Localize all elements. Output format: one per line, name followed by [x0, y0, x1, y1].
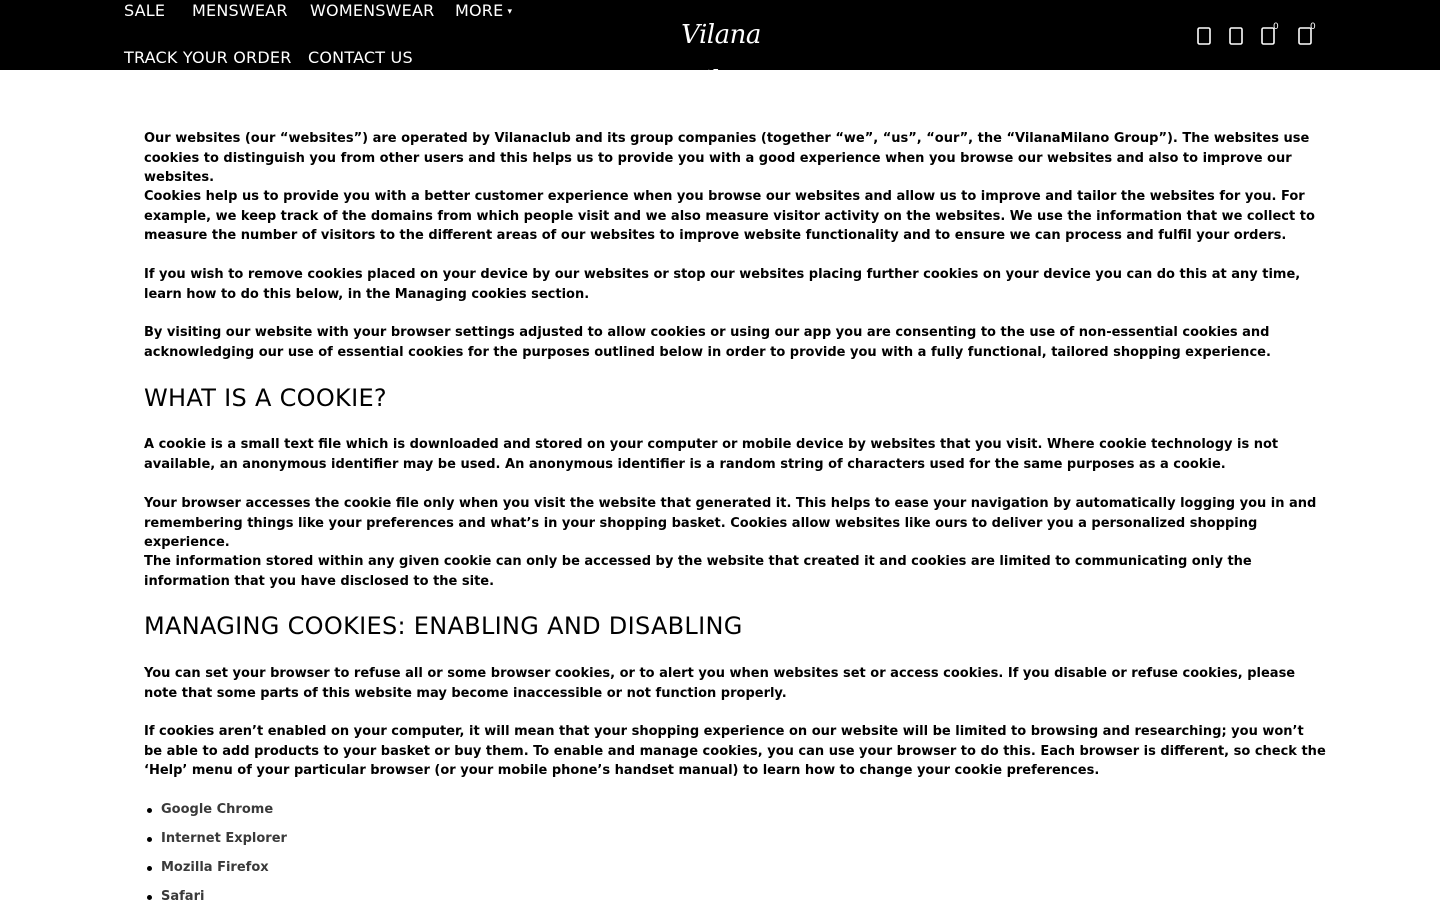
- nav-more[interactable]: [455, 1, 512, 22]
- browser-link-chrome[interactable]: Google Chrome: [144, 801, 287, 830]
- nav-track-order[interactable]: TRACK YOUR ORDER: [124, 48, 292, 67]
- nav-menswear[interactable]: MENSWEAR: [192, 1, 288, 20]
- paragraph-enable-cookies: If cookies aren’t enabled on your computer, it will mean that your shopping experience on our website will be limited to browsing and researching; you won’t be able to add products to your basket or buy them. To enable and manage cookies, you can use your browser to do this. Each browser is different, so check the ‘Help’ menu of your particular browser (or your mobile phone’s handset manual) to learn how to change your cookie preferences.: [144, 724, 1326, 778]
- paragraph-refuse-cookies: You can set your browser to refuse all or some browser cookies, or to alert you when websites set or access cookies. If you disable or refuse cookies, please note that some parts of this website may become inaccessible or not function properly.: [144, 666, 1296, 701]
- paragraph-remove-cookies: If you wish to remove cookies placed on your device by our websites or stop our websites placing further cookies on your device you can do this at any time, learn how to do this below, in the Managing cookies section.: [144, 267, 1301, 302]
- cart-count-badge: 0: [1310, 22, 1316, 32]
- paragraph-cookie-info: The information stored within any given cookie can only be accessed by the website that created it and cookies are limited to communicating only the information that you have disclosed to the site.: [144, 554, 1252, 589]
- paragraph-intro: Our websites (our “websites”) are operated by Vilanaclub and its group companies (together “we”, “us”, “our”, the “VilanaMilano Group”). The websites use cookies to distinguish you from other users and this helps us to provide you with a good experience when you browse our websites and also to improve our websites.: [144, 131, 1310, 185]
- compare-count-badge: 0: [1273, 22, 1279, 32]
- nav-contact[interactable]: CONTACT US: [308, 48, 413, 67]
- paragraph-cookie-definition: A cookie is a small text file which is downloaded and stored on your computer or mobile device by websites that you visit. Where cookie technology is not available, an anonymous identifier may be used. An anonymous identifier is a random string of characters used for the same purposes as a cookie.: [144, 437, 1279, 472]
- chevron-down-icon: ▾: [507, 7, 513, 17]
- browser-link-ie[interactable]: Internet Explorer: [144, 830, 287, 859]
- nav-more-label: MORE: [455, 1, 504, 20]
- site-header: [0, 0, 1440, 96]
- heading-managing-cookies: MANAGING COOKIES: ENABLING AND DISABLING: [144, 612, 743, 640]
- nav-sale[interactable]: SALE: [124, 1, 166, 20]
- heart-icon[interactable]: [1228, 26, 1248, 48]
- brand-logo[interactable]: [646, 12, 796, 96]
- paragraph-browser-access: Your browser accesses the cookie file only when you visit the website that generated it. This helps to ease your navigation by automatically logging you in and remembering things like your preferences and what’s in your shopping basket. Cookies allow websites like ours to deliver you a personalized shopping experience.: [144, 496, 1317, 550]
- paragraph-cookies-help: Cookies help us to provide you with a better customer experience when you browse our websites and allow us to improve and tailor the websites for you. For example, we keep track of the domains from which people visit and we also measure visitor activity on the websites. We use the information that we collect to measure the number of visitors to the different areas of our websites to improve website functionality and to ensure we can process and fulfil your orders.: [144, 189, 1315, 243]
- browser-link-firefox[interactable]: Mozilla Firefox: [144, 859, 287, 888]
- user-icon[interactable]: [1196, 26, 1216, 48]
- paragraph-consent: By visiting our website with your browser settings adjusted to allow cookies or using our app you are consenting to the use of non-essential cookies and acknowledging our use of essential cookies for the purposes outlined below in order to provide you with a fully functional, tailored shopping experience.: [144, 325, 1271, 360]
- nav-womenswear[interactable]: WOMENSWEAR: [310, 1, 435, 20]
- logo-wordmark: Vilana Milano: [676, 20, 766, 96]
- browser-link-safari[interactable]: Safari: [144, 888, 287, 917]
- heading-what-is-cookie: WHAT IS A COOKIE?: [144, 384, 387, 412]
